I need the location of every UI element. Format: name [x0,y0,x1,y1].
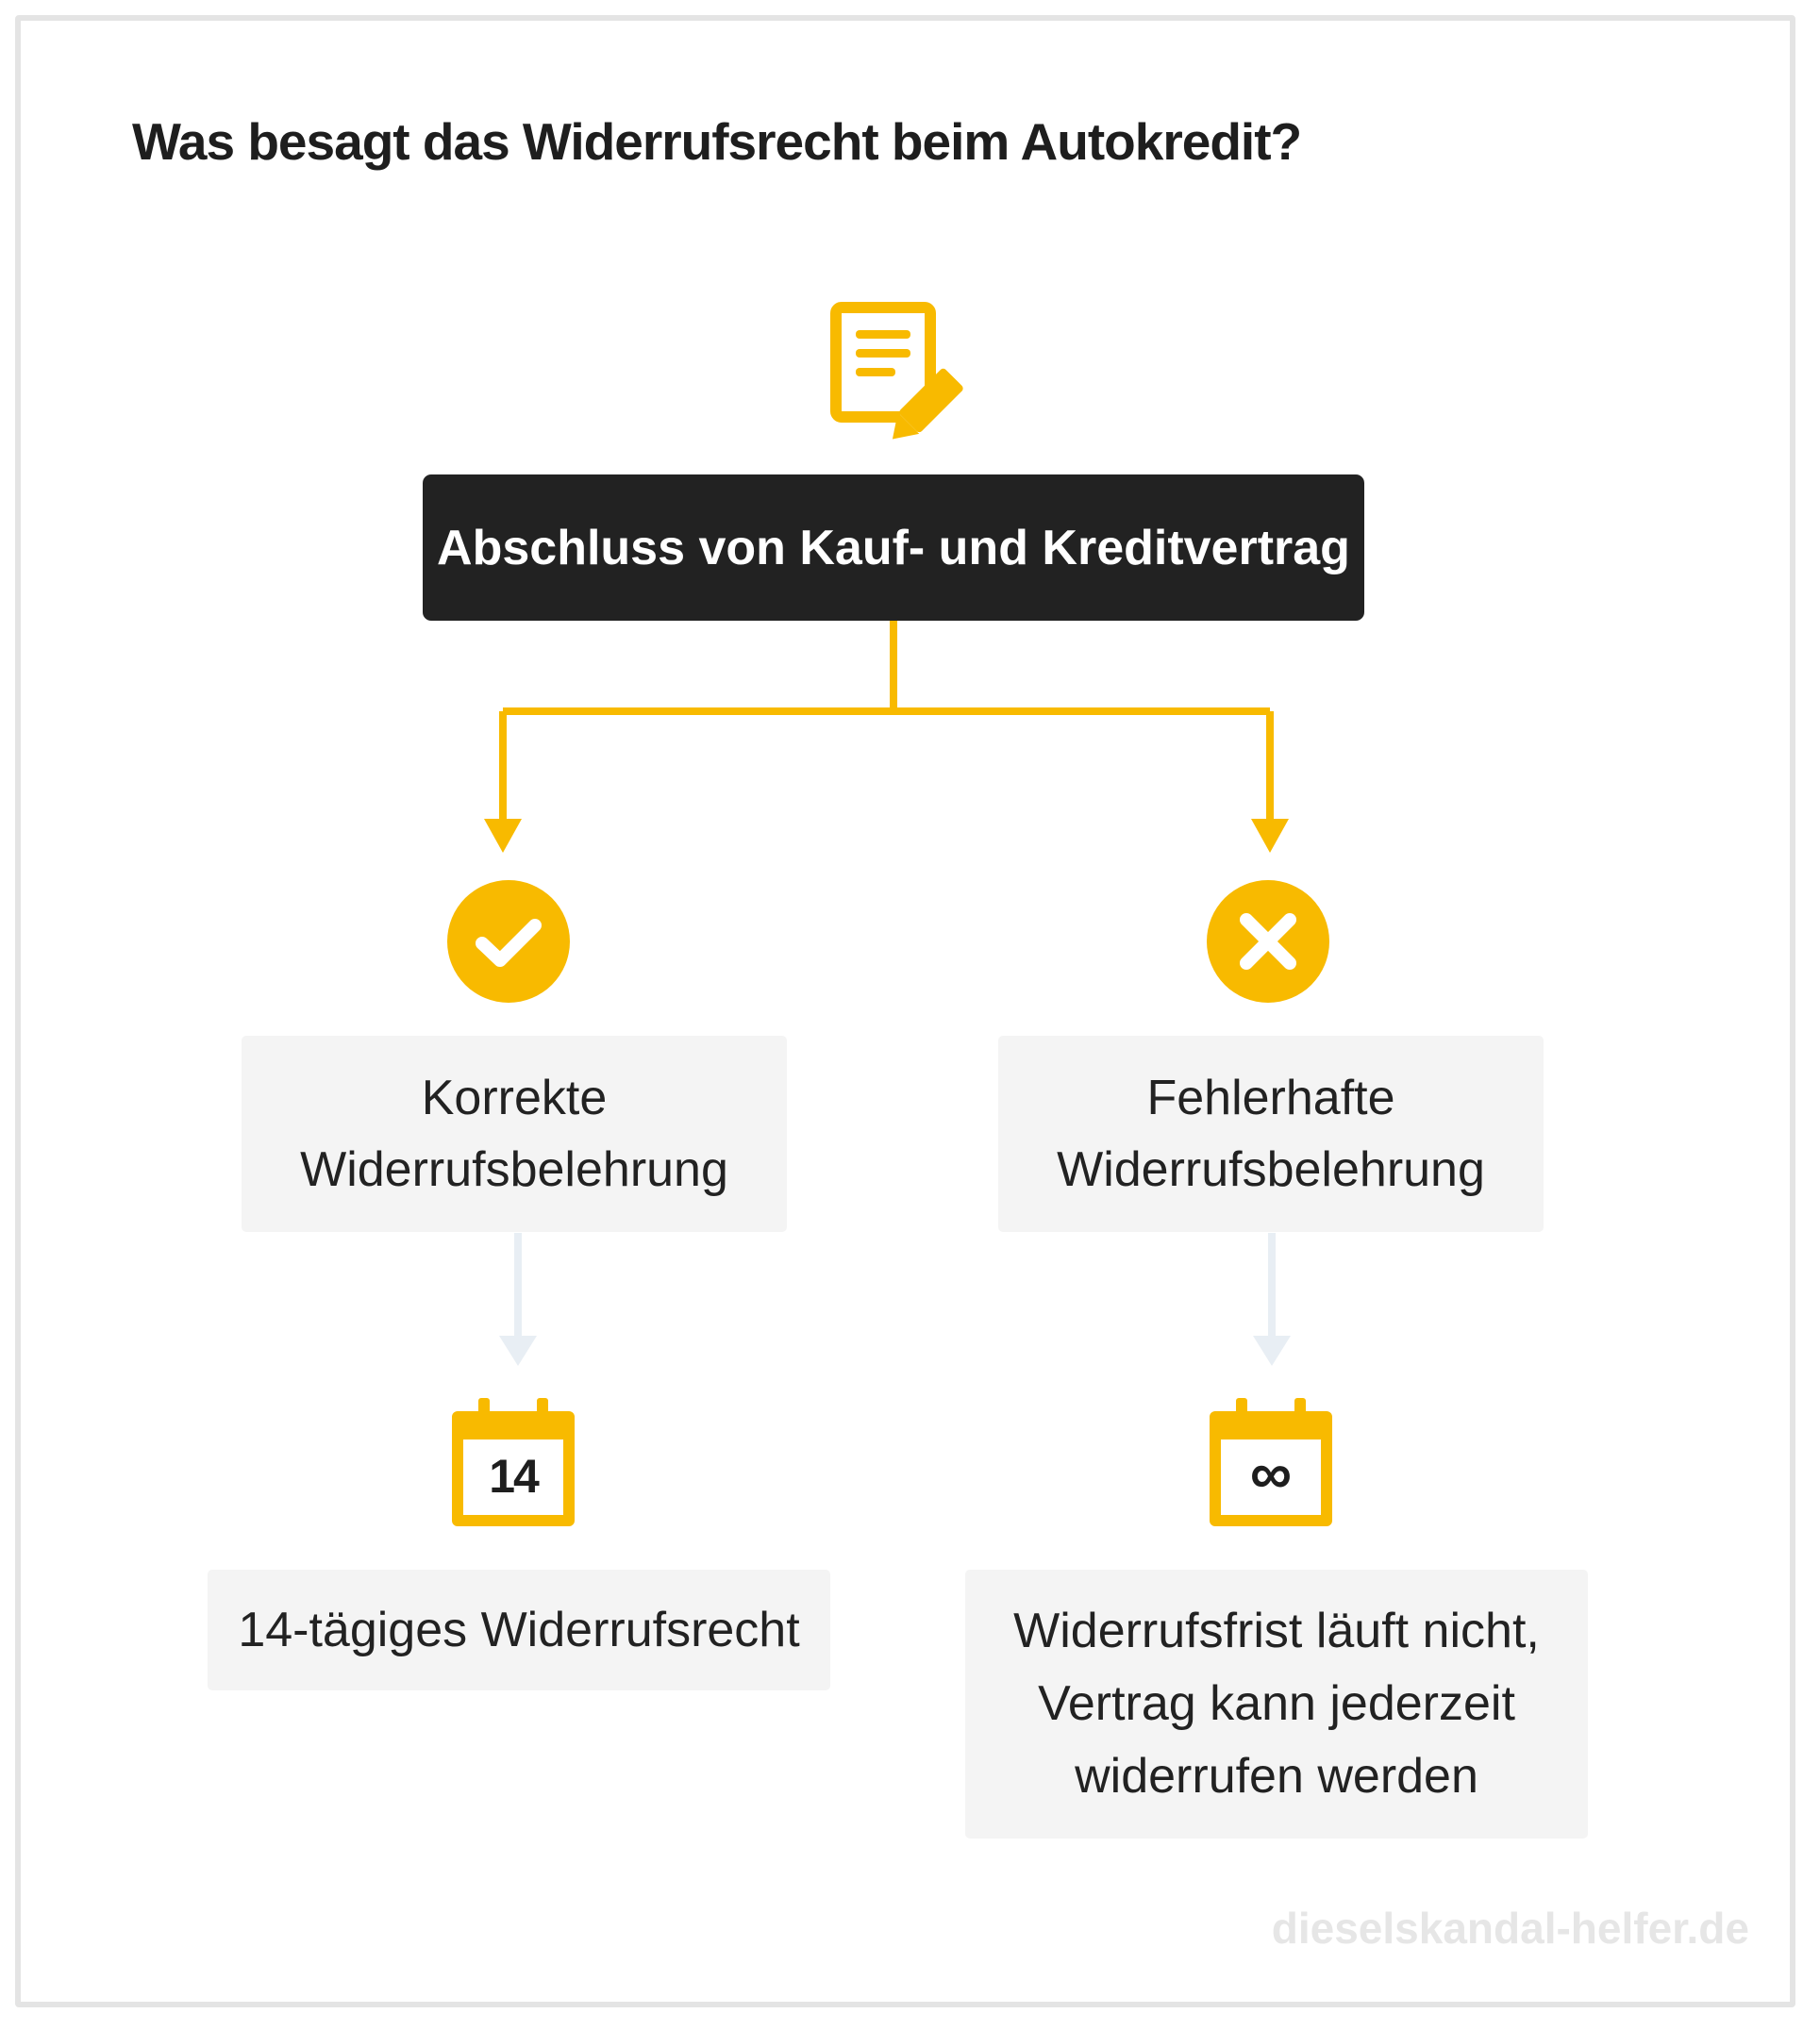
calendar-icon [452,1398,575,1526]
close-icon [1207,880,1329,1003]
arrow-right-light [1253,1336,1291,1366]
calendar-body [1210,1411,1332,1526]
correct-instruction-box [242,1036,787,1232]
faulty-instruction-box [998,1036,1544,1232]
case-line: Korrekte [421,1071,608,1125]
result-box-correct [208,1570,830,1690]
case-line: Widerrufsbelehrung [1057,1142,1485,1197]
result-line: 14-tägiges Widerrufsrecht [238,1602,800,1657]
watermark: dieselskandal-helfer.de [1271,1904,1749,1953]
contract-conclusion-label: Abschluss von Kauf- und Kreditvertrag [437,520,1350,575]
arrow-left-light [499,1336,537,1366]
result-line: Vertrag kann jederzeit [1038,1676,1515,1731]
case-line: Fehlerhafte [1146,1071,1395,1125]
arrow-left [484,819,522,853]
check-icon [447,880,570,1003]
result-line: Widerrufsfrist läuft nicht, [1013,1604,1540,1658]
arrow-right [1251,819,1289,853]
calendar-infinity: ∞ [1249,1441,1293,1506]
calendar-body [452,1411,575,1526]
calendar-number: 14 [489,1450,538,1503]
page-title: Was besagt das Widerrufsrecht beim Autokredit? [132,112,1302,171]
result-line: widerrufen werden [1075,1749,1478,1804]
result-box-faulty [965,1570,1588,1839]
case-line: Widerrufsbelehrung [300,1142,728,1197]
calendar-icon [1210,1398,1332,1526]
